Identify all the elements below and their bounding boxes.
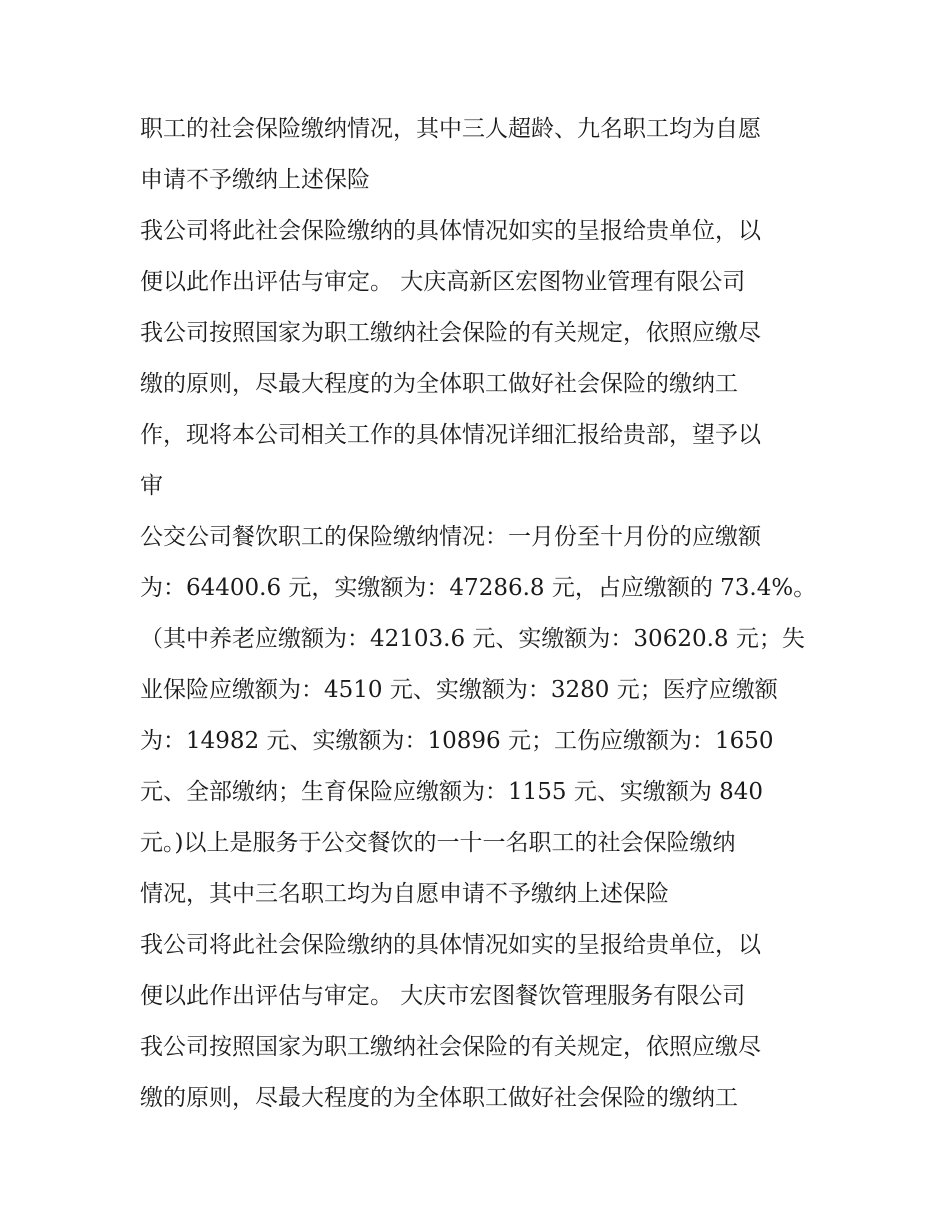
text-line: 便以此作出评估与审定。 大庆高新区宏图物业管理有限公司 xyxy=(140,269,746,295)
text-line: 职工的社会保险缴纳情况，其中三人超龄、九名职工均为自愿 xyxy=(140,116,761,142)
body-text xyxy=(140,104,820,1124)
text-line: 我公司按照国家为职工缴纳社会保险的有关规定，依照应缴尽 xyxy=(140,1034,761,1060)
text-line: （其中养老应缴额为：42103.6 元、实缴额为：30620.8 元；失 xyxy=(140,626,805,652)
text-line: 我公司将此社会保险缴纳的具体情况如实的呈报给贵单位，以 xyxy=(140,932,761,958)
text-line: 元、全部缴纳；生育保险应缴额为：1155 元、实缴额为 840 xyxy=(140,779,764,805)
text-line: 业保险应缴额为：4510 元、实缴额为：3280 元；医疗应缴额 xyxy=(140,677,778,703)
text-line: 我公司将此社会保险缴纳的具体情况如实的呈报给贵单位，以 xyxy=(140,218,761,244)
text-line: 缴的原则，尽最大程度的为全体职工做好社会保险的缴纳工 xyxy=(140,371,738,397)
text-line: 为：64400.6 元，实缴额为：47286.8 元，占应缴额的 73.4%。 xyxy=(140,575,817,601)
text-line: 公交公司餐饮职工的保险缴纳情况：一月份至十月份的应缴额 xyxy=(140,524,761,550)
text-line: 作，现将本公司相关工作的具体情况详细汇报给贵部，望予以 xyxy=(140,422,761,448)
text-line: 为：14982 元、实缴额为：10896 元；工伤应缴额为：1650 xyxy=(140,728,774,754)
text-line: 便以此作出评估与审定。 大庆市宏图餐饮管理服务有限公司 xyxy=(140,983,746,1009)
text-line: 申请不予缴纳上述保险 xyxy=(140,167,370,193)
text-line: 情况，其中三名职工均为自愿申请不予缴纳上述保险 xyxy=(140,881,669,907)
text-line: 缴的原则，尽最大程度的为全体职工做好社会保险的缴纳工 xyxy=(140,1085,738,1111)
text-line: 审 xyxy=(140,473,163,499)
text-line: 元。)以上是服务于公交餐饮的一十一名职工的社会保险缴纳 xyxy=(140,830,736,856)
text-line: 我公司按照国家为职工缴纳社会保险的有关规定，依照应缴尽 xyxy=(140,320,761,346)
